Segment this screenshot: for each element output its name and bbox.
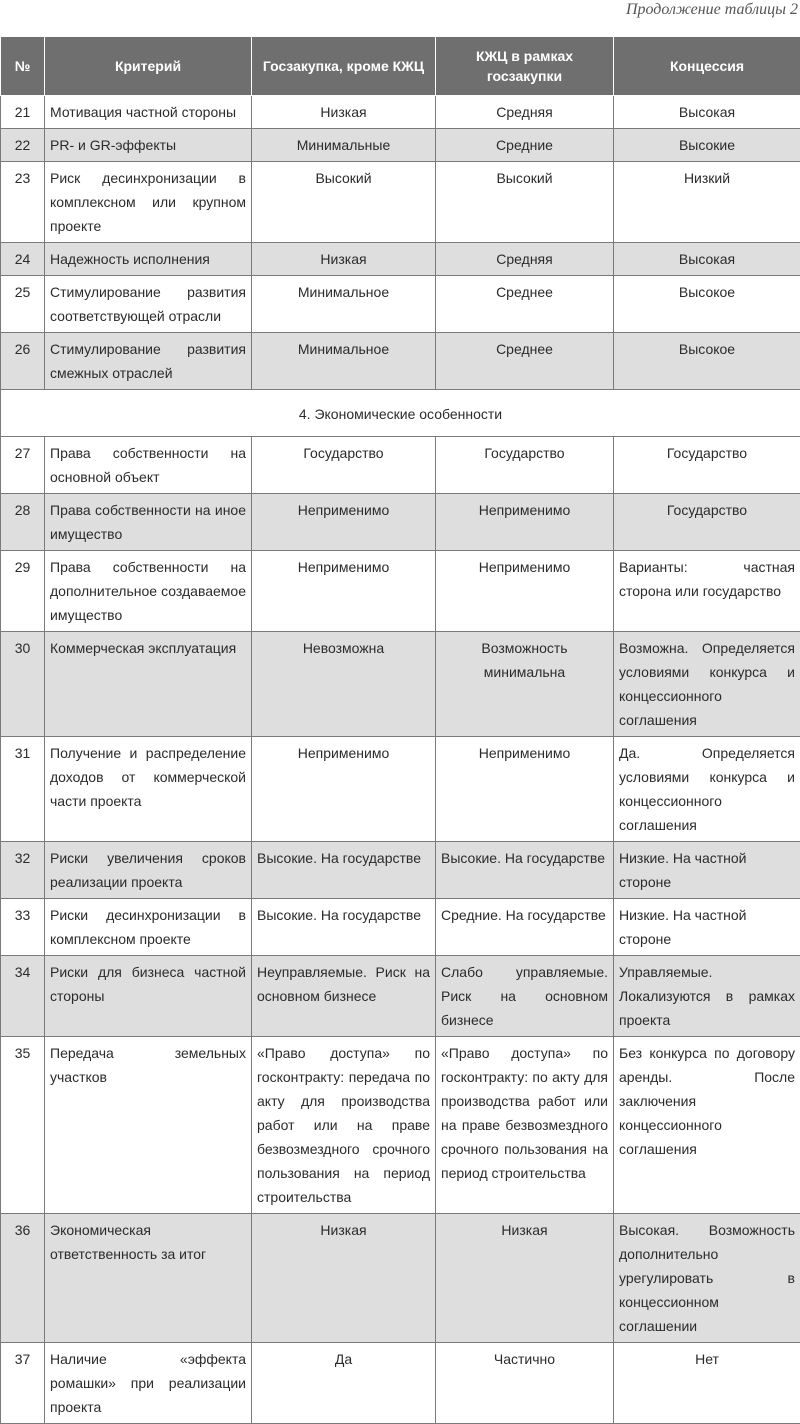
row-number: 21: [1, 96, 45, 129]
row-goszakupka: Низкая: [252, 243, 436, 276]
row-number: 22: [1, 129, 45, 162]
row-goszakupka: Низкая: [252, 1214, 436, 1343]
row-kzhc: Средняя: [436, 243, 614, 276]
row-kzhc: Слабо управляемые. Риск на основном бизнесе: [436, 956, 614, 1037]
table-row: [1, 1343, 800, 1424]
row-number: 23: [1, 162, 45, 243]
row-kzhc: Высокий: [436, 162, 614, 243]
row-kzhc: Государство: [436, 437, 614, 494]
continuation-caption: Продолжение таблицы 2: [626, 0, 800, 36]
table-row: [1, 956, 800, 1037]
row-concession: Да. Определяется условиями конкурса и концессионного соглашения: [614, 737, 800, 842]
header-kzhc: КЖЦ в рамках госзакупки: [436, 37, 614, 96]
row-criterion: Риски для бизнеса частной стороны: [45, 956, 252, 1037]
row-kzhc: Неприменимо: [436, 551, 614, 632]
row-criterion: Риски увеличения сроков реализации проекта: [45, 842, 252, 899]
row-goszakupka: Неприменимо: [252, 551, 436, 632]
table-row: [1, 551, 800, 632]
row-number: 33: [1, 899, 45, 956]
row-kzhc: Среднее: [436, 276, 614, 333]
row-number: 26: [1, 333, 45, 390]
row-kzhc: Среднее: [436, 333, 614, 390]
table-row: [1, 96, 800, 129]
row-concession: Государство: [614, 437, 800, 494]
row-goszakupka: Неуправляемые. Риск на основном бизнесе: [252, 956, 436, 1037]
row-number: 34: [1, 956, 45, 1037]
row-number: 28: [1, 494, 45, 551]
row-number: 35: [1, 1037, 45, 1214]
row-criterion: Надежность исполнения: [45, 243, 252, 276]
row-kzhc: Высокие. На государстве: [436, 842, 614, 899]
row-criterion: Наличие «эффекта ромашки» при реализации проекта: [45, 1343, 252, 1424]
table-row: [1, 129, 800, 162]
row-number: 30: [1, 632, 45, 737]
row-concession: Низкие. На частной стороне: [614, 899, 800, 956]
row-criterion: Стимулирование развития соответствующей отрасли: [45, 276, 252, 333]
table-row: [1, 632, 800, 737]
row-goszakupka: Низкая: [252, 96, 436, 129]
row-number: 25: [1, 276, 45, 333]
row-criterion: Права собственности на основной объект: [45, 437, 252, 494]
header-row: [1, 37, 800, 96]
row-number: 24: [1, 243, 45, 276]
row-goszakupka: Да: [252, 1343, 436, 1424]
row-kzhc: Неприменимо: [436, 494, 614, 551]
header-concession: Концессия: [614, 37, 800, 96]
row-criterion: Риски десинхронизации в комплексном проекте: [45, 899, 252, 956]
row-goszakupka: Неприменимо: [252, 494, 436, 551]
row-kzhc: Возможность минимальна: [436, 632, 614, 737]
row-number: 36: [1, 1214, 45, 1343]
row-concession: Высокая. Возможность дополнительно урегулировать в концессионном соглашении: [614, 1214, 800, 1343]
row-concession: Высокая: [614, 243, 800, 276]
row-concession: Нет: [614, 1343, 800, 1424]
comparison-table: [0, 36, 800, 1424]
row-number: 32: [1, 842, 45, 899]
table-row: [1, 243, 800, 276]
row-number: 27: [1, 437, 45, 494]
row-goszakupka: Минимальное: [252, 333, 436, 390]
table-row: [1, 162, 800, 243]
row-kzhc: Низкая: [436, 1214, 614, 1343]
row-kzhc: Средняя: [436, 96, 614, 129]
row-kzhc: «Право доступа» по госконтракту: по акту для производства работ или на праве безвозмездного срочного пользования на период строительства: [436, 1037, 614, 1214]
row-number: 29: [1, 551, 45, 632]
row-concession: Без конкурса по договору аренды. После заключения концессионного соглашения: [614, 1037, 800, 1214]
row-criterion: Получение и распределение доходов от коммерческой части проекта: [45, 737, 252, 842]
section-row: [1, 390, 800, 437]
row-concession: Государство: [614, 494, 800, 551]
row-concession: Низкий: [614, 162, 800, 243]
header-number: №: [1, 37, 45, 96]
row-concession: Высокое: [614, 333, 800, 390]
row-concession: Высокие: [614, 129, 800, 162]
row-goszakupka: Минимальные: [252, 129, 436, 162]
row-criterion: Стимулирование развития смежных отраслей: [45, 333, 252, 390]
row-goszakupka: Невозможна: [252, 632, 436, 737]
row-number: 37: [1, 1343, 45, 1424]
table-row: [1, 1214, 800, 1343]
table-row: [1, 1037, 800, 1214]
row-number: 31: [1, 737, 45, 842]
row-criterion: Экономическая ответственность за итог: [45, 1214, 252, 1343]
table-row: [1, 437, 800, 494]
row-concession: Управляемые. Локализуются в рамках проекта: [614, 956, 800, 1037]
row-goszakupka: «Право доступа» по госконтракту: передача по акту для производства работ или на праве безвозмездного срочного пользования на период строительства: [252, 1037, 436, 1214]
row-criterion: Права собственности на дополнительное создаваемое имущество: [45, 551, 252, 632]
row-concession: Низкие. На частной стороне: [614, 842, 800, 899]
table-row: [1, 494, 800, 551]
row-concession: Варианты: частная сторона или государство: [614, 551, 800, 632]
table-row: [1, 276, 800, 333]
row-concession: Высокое: [614, 276, 800, 333]
row-concession: Возможна. Определяется условиями конкурса и концессионного соглашения: [614, 632, 800, 737]
row-criterion: Передача земельных участков: [45, 1037, 252, 1214]
row-kzhc: Частично: [436, 1343, 614, 1424]
row-goszakupka: Неприменимо: [252, 737, 436, 842]
row-kzhc: Средние: [436, 129, 614, 162]
row-criterion: PR- и GR-эффекты: [45, 129, 252, 162]
header-goszakupka: Госзакупка, кроме КЖЦ: [252, 37, 436, 96]
row-goszakupka: Минимальное: [252, 276, 436, 333]
table-row: [1, 737, 800, 842]
row-criterion: Коммерческая эксплуатация: [45, 632, 252, 737]
row-concession: Высокая: [614, 96, 800, 129]
table-row: [1, 842, 800, 899]
row-kzhc: Неприменимо: [436, 737, 614, 842]
row-goszakupka: Высокие. На государстве: [252, 842, 436, 899]
table-row: [1, 333, 800, 390]
row-kzhc: Средние. На государстве: [436, 899, 614, 956]
row-criterion: Мотивация частной стороны: [45, 96, 252, 129]
row-goszakupka: Высокий: [252, 162, 436, 243]
row-criterion: Риск десинхронизации в комплексном или крупном проекте: [45, 162, 252, 243]
row-goszakupka: Государство: [252, 437, 436, 494]
table-row: [1, 899, 800, 956]
row-criterion: Права собственности на иное имущество: [45, 494, 252, 551]
row-goszakupka: Высокие. На государстве: [252, 899, 436, 956]
section-title: 4. Экономические особенности: [1, 390, 800, 437]
header-criterion: Критерий: [45, 37, 252, 96]
